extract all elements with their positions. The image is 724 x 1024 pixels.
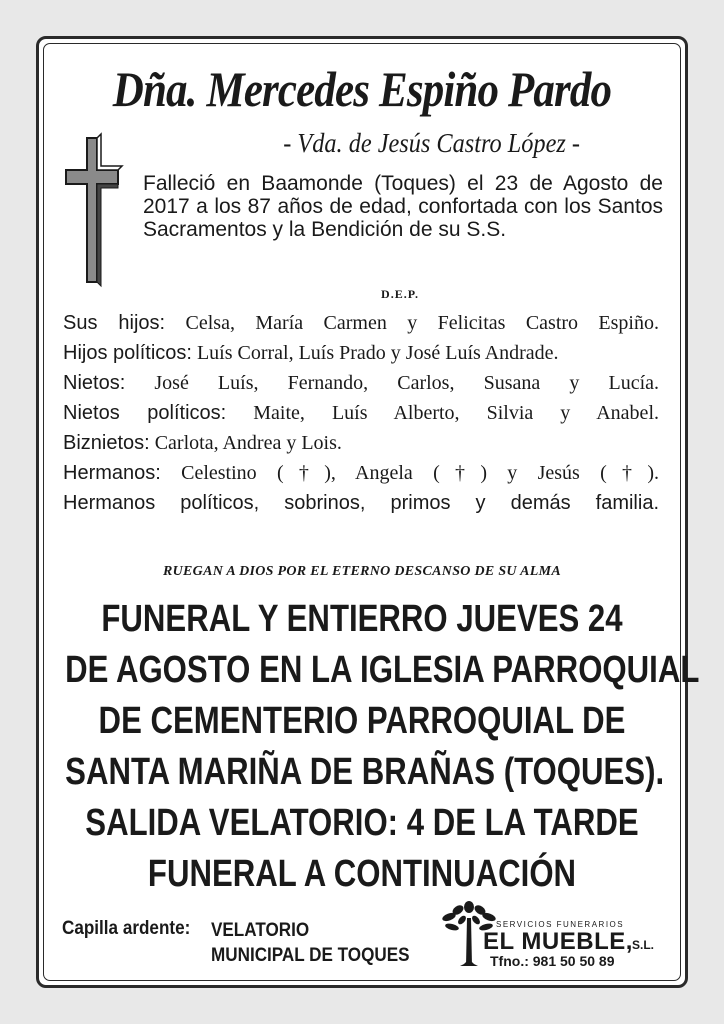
funeral-line: DE AGOSTO EN LA IGLESIA PARROQUIAL (65, 649, 700, 691)
family-list (63, 312, 659, 522)
family-row: Biznietos: Carlota, Andrea y Lois. (63, 432, 342, 454)
logo-name: EL MUEBLE, (483, 928, 633, 955)
death-announcement: Falleció en Baamonde (Toques) el 23 de Agosto de 2017 a los 87 años de edad, confortada con los Santos Sacramentos y la Bendición de su S.S. (143, 172, 663, 241)
family-row: Sus hijos: Celsa, María Carmen y Felicitas Castro Espiño. (63, 312, 659, 334)
funeral-details (0, 594, 724, 900)
family-row: Nietos políticos: Maite, Luís Alberto, Silvia y Anabel. (63, 402, 659, 424)
family-row: Nietos: José Luís, Fernando, Carlos, Susana y Lucía. (63, 372, 659, 394)
dep-mark: D.E.P. (381, 287, 419, 301)
widow-of-line: - Vda. de Jesús Castro López - (283, 128, 580, 158)
funeral-line: SANTA MARIÑA DE BRAÑAS (TOQUES). (65, 751, 665, 793)
family-row: Hermanos: Celestino (†), Angela (†) y Jesús (†). (63, 462, 659, 484)
prayer-line: RUEGAN A DIOS POR EL ETERNO DESCANSO DE SU ALMA (162, 564, 562, 579)
funeral-line: DE CEMENTERIO PARROQUIAL DE (98, 700, 626, 742)
logo-phone: Tfno.: 981 50 50 89 (490, 953, 615, 969)
funeral-line: FUNERAL Y ENTIERRO JUEVES 24 (101, 598, 623, 640)
logo-suffix: S.L. (632, 938, 655, 952)
family-row: Hermanos políticos, sobrinos, primos y demás familia. (63, 492, 659, 514)
capilla-location: VELATORIO MUNICIPAL DE TOQUES (211, 920, 410, 966)
funeral-line: SALIDA VELATORIO: 4 DE LA TARDE (85, 802, 639, 844)
cross-icon (60, 132, 124, 292)
funeral-line: FUNERAL A CONTINUACIÓN (147, 853, 577, 895)
deceased-name: Dña. Mercedes Espiño Pardo (112, 61, 612, 117)
capilla-label: Capilla ardente: (62, 918, 191, 939)
family-row: Hijos políticos: Luís Corral, Luís Prado y José Luís Andrade. (63, 342, 559, 364)
logo-subtitle: SERVICIOS FUNERARIOS (496, 920, 625, 929)
